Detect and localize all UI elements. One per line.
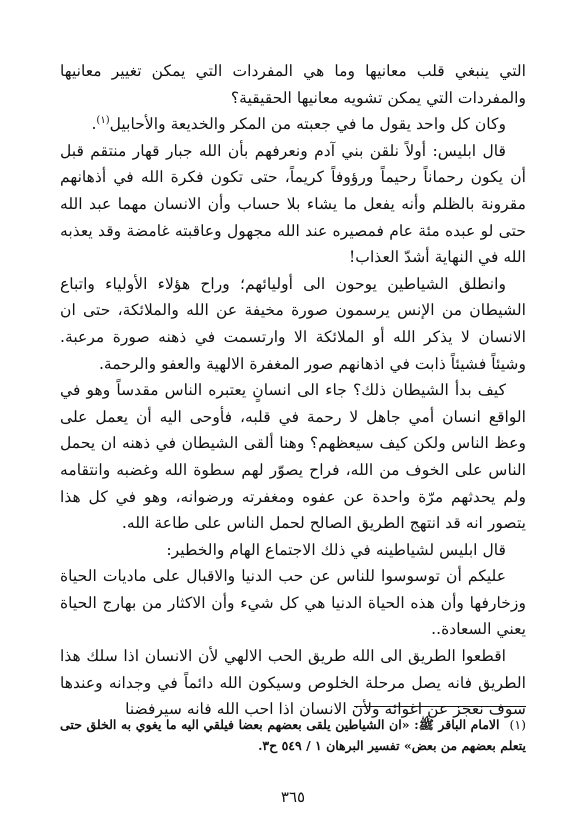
paragraph-1: التي ينبغي قلب معانيها وما هي المفردات التي يمكن تغيير معانيها والمفردات التي يمكن تشويه معانيها الحقيقية؟ (60, 62, 526, 107)
body-text (60, 58, 526, 723)
footnote-text: الامام الباقر ﷺ: «ان الشياطين يلقى بعضهم بعضا فيلقي اليه ما يغوي به الخلق حتى يتعلم بعضهم من بعض» تفسير البرهان ١ / ٥٤٩ ح٣. (60, 717, 526, 753)
paragraph-8: اقطعوا الطريق الى الله طريق الحب الالهي لأن الانسان اذا سلك هذا الطريق فانه يصل مرحلة الخلوص وسيكون الله دائماً في وجدانه وعندها سوف نعجز عن اغوائه ولأن الانسان اذا احب الله فانه سيرفضنا (60, 647, 526, 719)
book-page (60, 58, 526, 838)
footnote (60, 714, 526, 756)
paragraph-4: وانطلق الشياطين يوحون الى أوليائهم؛ وراح هؤلاء الأولياء واتباع الشيطان من الإنس يرسمون صورة مخيفة عن الله والملائكة، حتى ان الانسان لا يذكر الله أو الملائكة الا وارتسمت في ذهنه صورة مرعبة. وشيئاً فشيئاً ذابت في اذهانهم صور المغفرة الالهية والعفو والرحمة. (60, 274, 526, 373)
paragraph-7: عليكم أن توسوسوا للناس عن حب الدنيا والاقبال على ماديات الحياة وزخارفها وأن هذه الحياة الدنيا هي كل شيء وأن الاكثار من بهارج الحياة يعني السعادة.. (60, 567, 526, 639)
page-number: ٣٦٥ (280, 788, 306, 806)
paragraph-5: كيف بدأ الشيطان ذلك؟ جاء الى انسانٍ يعتبره الناس مقدساً وهو في الواقع انسان أمي جاهل لا رحمة في قلبه، فأوحى اليه أن يعمل على وعظ الناس ولكن كيف سيعظهم؟ وهنا ألقى الشيطان في ذهنه ان يحمل الناس على الخوف من الله، فراح يصوّر لهم سطوة الله وغضبه وانتقامه ولم يحدثهم مرّة واحدة عن عفوه ومغفرته ورضوانه، وهو في كل هذا يتصور انه قد انتهج الطريق الصالح لحمل الناس على طاعة الله. (60, 381, 526, 533)
footnote-reference[interactable]: (١) (96, 115, 110, 126)
paragraph-2-tail: . (91, 115, 97, 134)
paragraph-3: قال ابليس: أولاً نلقن بني آدم ونعرفهم بأن الله جبار قهار منتقم قبل أن يكون رحماناً رحيماً ورؤوفاً كريماً، حتى تكون فكرة الله في أذهانهم مقرونة بالظلم وأنه يفعل ما يشاء بلا حساب وأن الانسان مهما عبد الله حتى لو عبده مئة عام فمصيره عند الله مجهول وعاقبته غامضة وقد يعذبه الله في النهاية أشدّ العذاب! (60, 141, 526, 267)
footnote-divider (354, 706, 526, 707)
paragraph-2 (60, 111, 526, 138)
paragraph-6: قال ابليس لشياطينه في ذلك الاجتماع الهام والخطير: (166, 540, 506, 559)
footnote-number: (١) (509, 717, 526, 732)
paragraph-2-text: وكان كل واحد يقول ما في جعبته من المكر والخديعة والأحابيل (109, 115, 506, 134)
